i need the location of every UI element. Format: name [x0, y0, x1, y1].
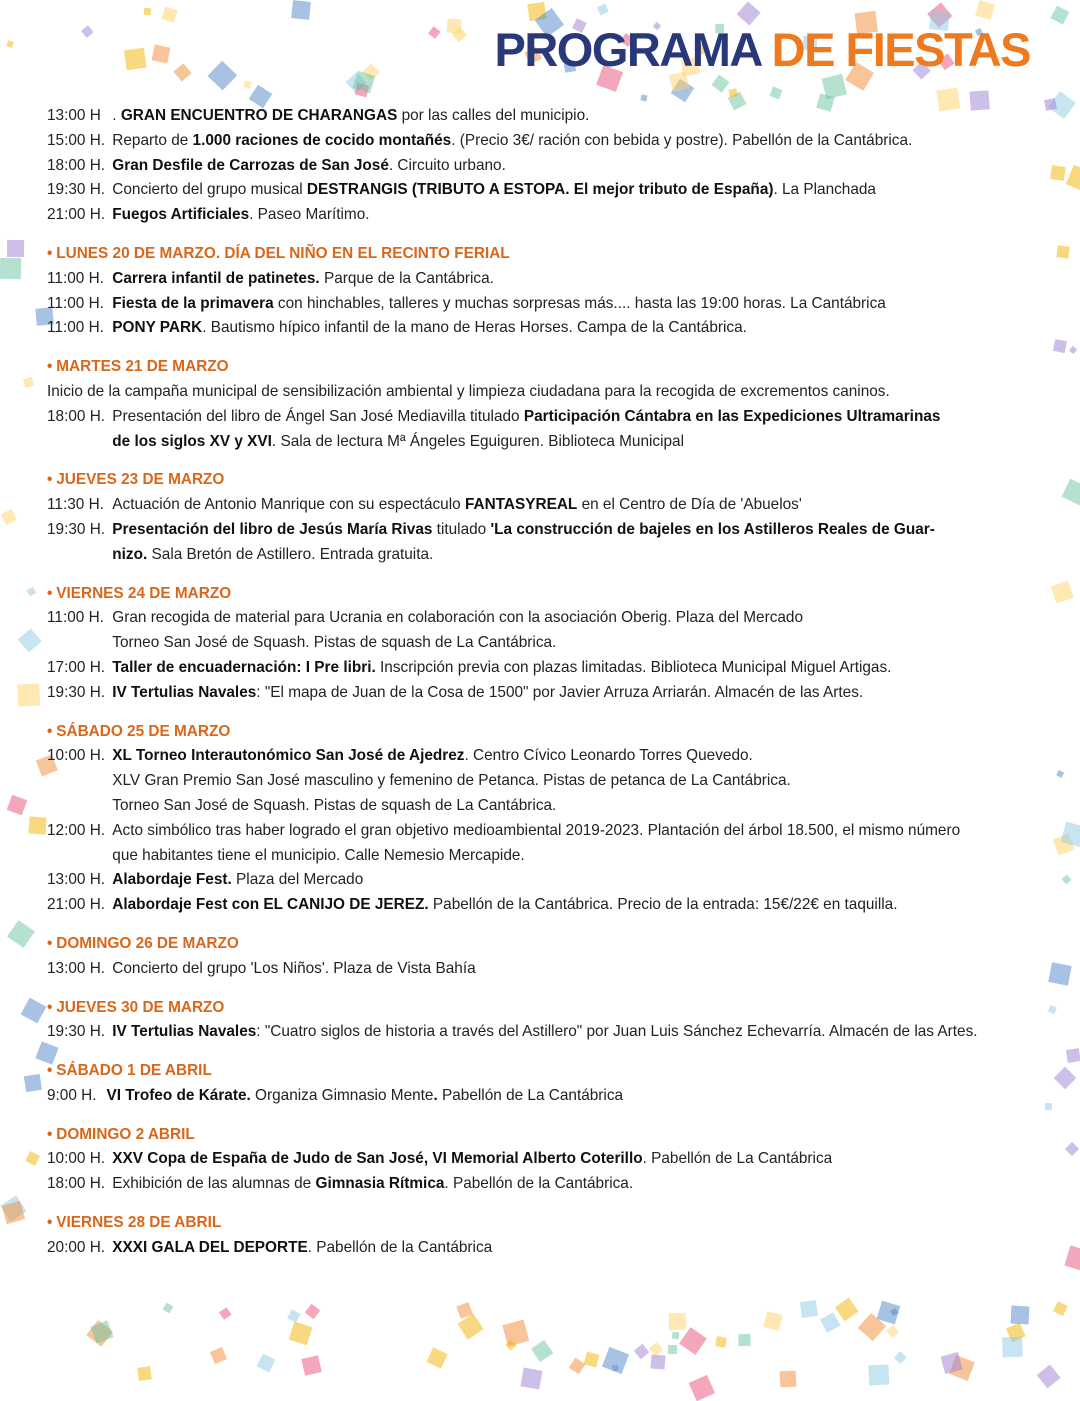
- event-description: [112, 104, 1007, 129]
- confetti-piece: [1051, 5, 1070, 24]
- event-text: . Bautismo hípico infantil de la mano de Heras Horses. Campa de la Cantábrica.: [202, 319, 747, 337]
- event-row: [47, 957, 1007, 982]
- event-continuation: [47, 769, 1007, 794]
- day-heading: [47, 1059, 1007, 1084]
- bullet-icon: •: [47, 998, 53, 1016]
- confetti-piece: [210, 1347, 227, 1364]
- confetti-piece: [291, 0, 311, 20]
- event-highlight: 1.000 raciones de cocido montañés: [192, 131, 452, 149]
- confetti-piece: [780, 1371, 797, 1388]
- event-row: [47, 1172, 1007, 1197]
- confetti-piece: [1010, 1305, 1029, 1324]
- event-text: Pabellón de la Cantábrica. Precio de la entrada: 15€/22€ en taquilla.: [428, 896, 898, 914]
- event-row: [47, 1020, 1007, 1045]
- day-label: JUEVES 23 DE MARZO: [56, 471, 225, 489]
- confetti-piece: [763, 1311, 782, 1330]
- confetti-piece: [287, 1310, 300, 1323]
- event-text: con hinchables, talleres y muchas sorpresas más.... hasta las 19:00 horas. La Cantábrica: [273, 294, 886, 312]
- event-time: 19:30 H.: [47, 181, 106, 199]
- confetti-piece: [669, 1312, 686, 1329]
- bullet-icon: •: [47, 1125, 53, 1143]
- confetti-piece: [1048, 1005, 1057, 1014]
- confetti-piece: [29, 816, 47, 834]
- day-label: DOMINGO 2 ABRIL: [56, 1125, 195, 1143]
- confetti-piece: [220, 1308, 232, 1320]
- event-highlight: Alabordaje Fest con EL CANIJO DE JEREZ.: [112, 896, 429, 914]
- event-row: [47, 203, 1007, 228]
- day-label: LUNES 20 DE MARZO. DÍA DEL NIÑO EN EL RECINTO FERIAL: [56, 244, 510, 262]
- event-description: [112, 868, 1007, 893]
- event-highlight: XXXI GALA DEL DEPORTE: [112, 1238, 308, 1256]
- bullet-icon: •: [47, 471, 53, 489]
- confetti-piece: [1048, 962, 1071, 985]
- event-text: . Pabellón de La Cantábrica: [642, 1150, 833, 1168]
- confetti-piece: [520, 1368, 541, 1389]
- event-time: 19:30 H.: [47, 1023, 106, 1041]
- confetti-piece: [1053, 1066, 1076, 1089]
- confetti-piece: [1050, 580, 1073, 603]
- event-text: Plaza del Mercado: [231, 871, 364, 889]
- event-highlight: IV Tertulias Navales: [112, 1023, 257, 1041]
- event-row: [47, 292, 1007, 317]
- confetti-piece: [1062, 875, 1072, 885]
- event-time: 20:00 H.: [47, 1238, 106, 1256]
- confetti-piece: [7, 920, 35, 948]
- confetti-piece: [446, 19, 461, 34]
- day-heading: [47, 932, 1007, 957]
- event-text: Torneo San José de Squash. Pistas de squash de La Cantábrica.: [112, 634, 557, 652]
- event-time: 15:00 H.: [47, 131, 106, 149]
- confetti-piece: [163, 1303, 174, 1314]
- confetti-piece: [20, 998, 46, 1024]
- event-row: [47, 656, 1007, 681]
- bullet-icon: •: [47, 722, 53, 740]
- event-row: [47, 1147, 1007, 1172]
- confetti-piece: [1057, 246, 1071, 260]
- confetti-piece: [305, 1304, 321, 1320]
- event-text: . La Planchada: [773, 181, 876, 199]
- event-text: . Circuito urbano.: [388, 156, 506, 174]
- confetti-piece: [568, 1358, 585, 1375]
- event-row: [47, 316, 1007, 341]
- event-description: [112, 203, 1007, 228]
- confetti-piece: [1053, 339, 1067, 353]
- event-text: Presentación del libro de Ángel San José Mediavilla titulado: [112, 407, 524, 425]
- event-highlight: Fuegos Artificiales: [112, 206, 250, 224]
- event-text: en el Centro de Día de 'Abuelos': [577, 496, 802, 514]
- event-description: [112, 893, 1007, 918]
- confetti-piece: [1066, 1048, 1080, 1063]
- event-description: [112, 606, 1007, 631]
- event-row: [47, 868, 1007, 893]
- event-row: [47, 1084, 1007, 1109]
- confetti-piece: [25, 1151, 40, 1166]
- day-heading: [47, 1211, 1007, 1236]
- event-description: [112, 957, 1007, 982]
- event-time: 18:00 H.: [47, 156, 106, 174]
- event-time: 10:00 H.: [47, 747, 106, 765]
- bullet-icon: •: [47, 1214, 53, 1232]
- event-text: . Centro Cívico Leonardo Torres Quevedo.: [464, 747, 753, 765]
- confetti-piece: [207, 60, 236, 89]
- confetti-piece: [715, 1336, 727, 1348]
- event-text: : "El mapa de Juan de la Cosa de 1500" por Javier Arruza Arriarán. Almacén de las Artes.: [256, 683, 864, 701]
- confetti-piece: [641, 94, 648, 101]
- event-row: [47, 405, 1007, 430]
- event-text: . (Precio 3€/ ración con bebida y postre). Pabellón de la Cantábrica.: [451, 131, 913, 149]
- event-row: [47, 893, 1007, 918]
- day-heading: [47, 582, 1007, 607]
- confetti-piece: [894, 1351, 906, 1363]
- event-description: [112, 493, 1007, 518]
- day-label: DOMINGO 26 DE MARZO: [56, 934, 239, 952]
- event-row: [47, 104, 1007, 129]
- event-text: Sala Bretón de Astillero. Entrada gratuita.: [147, 545, 434, 563]
- event-row: [47, 267, 1007, 292]
- day-label: SÁBADO 25 DE MARZO: [56, 722, 231, 740]
- bullet-icon: •: [47, 244, 53, 262]
- event-continuation: [47, 543, 1007, 568]
- event-row: [47, 819, 1007, 844]
- day-heading: [47, 996, 1007, 1021]
- event-time: 13:00 H.: [47, 871, 106, 889]
- event-description: [112, 405, 1007, 430]
- event-highlight: XL Torneo Interautonómico San José de Ajedrez: [112, 747, 465, 765]
- event-text: Torneo San José de Squash. Pistas de squash de La Cantábrica.: [112, 796, 557, 814]
- day-label: SÁBADO 1 DE ABRIL: [56, 1062, 212, 1080]
- confetti-piece: [428, 27, 440, 39]
- confetti-piece: [0, 258, 21, 279]
- confetti-piece: [124, 48, 147, 71]
- event-text: por las calles del municipio.: [397, 107, 590, 124]
- event-time: 17:00 H.: [47, 658, 106, 676]
- event-time: 18:00 H.: [47, 407, 106, 425]
- event-text: .: [112, 107, 117, 124]
- event-highlight: Gimnasia Rítmica: [315, 1175, 445, 1193]
- event-highlight: Participación Cántabra en las Expediciones Ultramarinas: [523, 407, 941, 425]
- event-continuation: [47, 631, 1007, 656]
- event-highlight: .: [433, 1086, 438, 1104]
- event-row: [47, 129, 1007, 154]
- event-description: [112, 656, 1007, 681]
- confetti-piece: [583, 1351, 599, 1367]
- event-time: 19:30 H.: [47, 520, 106, 538]
- confetti-piece: [1050, 165, 1065, 180]
- confetti-piece: [257, 1354, 276, 1373]
- confetti-piece: [426, 1348, 448, 1370]
- event-description: [112, 154, 1007, 179]
- event-time: 9:00 H.: [47, 1086, 97, 1104]
- event-time: 11:00 H.: [47, 294, 104, 312]
- confetti-piece: [1036, 1364, 1060, 1388]
- day-label: VIERNES 24 DE MARZO: [56, 584, 232, 602]
- confetti-piece: [835, 1297, 859, 1321]
- confetti-piece: [22, 377, 33, 388]
- confetti-piece: [151, 44, 170, 63]
- event-time: 18:00 H.: [47, 1175, 106, 1193]
- event-time: 12:00 H.: [47, 821, 106, 839]
- title-de-fiestas: DE FIESTAS: [771, 23, 1030, 76]
- event-highlight: Gran Desfile de Carrozas de San José: [112, 156, 389, 174]
- event-row: [47, 154, 1007, 179]
- confetti-piece: [886, 1325, 899, 1338]
- day-label: MARTES 21 DE MARZO: [56, 358, 229, 376]
- event-continuation: [47, 430, 1007, 455]
- event-row: [47, 1236, 1007, 1261]
- event-highlight: Carrera infantil de patinetes.: [112, 269, 320, 287]
- confetti-piece: [1002, 1337, 1023, 1358]
- event-text: XLV Gran Premio San José masculino y femenino de Petanca. Pistas de petanca de La Cantábrica.: [112, 772, 791, 790]
- event-highlight: DESTRANGIS (TRIBUTO A ESTOPA. El mejor tributo de España): [306, 181, 774, 199]
- event-text: Exhibición de las alumnas de: [112, 1175, 316, 1193]
- event-text: Actuación de Antonio Manrique con su espectáculo: [112, 496, 465, 514]
- confetti-piece: [820, 1312, 840, 1332]
- event-description: [112, 129, 1007, 154]
- confetti-piece: [7, 795, 27, 815]
- event-time: 11:00 H.: [47, 269, 104, 287]
- day-label: VIERNES 28 DE ABRIL: [56, 1214, 222, 1232]
- confetti-piece: [672, 1332, 680, 1340]
- confetti-piece: [144, 8, 151, 15]
- event-text: Acto simbólico tras haber logrado el gran objetivo medioambiental 2019-2023. Plantación del árbol 18.500, el mismo número: [112, 821, 961, 839]
- event-time: 13:00 H.: [47, 959, 106, 977]
- event-text: Parque de la Cantábrica.: [319, 269, 494, 287]
- event-time: 11:00 H.: [47, 609, 104, 627]
- confetti-piece: [24, 1074, 42, 1092]
- event-description: [112, 819, 1007, 844]
- bullet-icon: •: [47, 358, 53, 376]
- event-time: 11:00 H.: [47, 319, 104, 337]
- page-title: [494, 22, 1030, 78]
- event-description: [112, 178, 1007, 203]
- event-row: [47, 493, 1007, 518]
- confetti-piece: [800, 1300, 818, 1318]
- event-description: [112, 316, 1007, 341]
- event-description: [112, 518, 1007, 543]
- event-highlight: Taller de encuadernación: I Pre libri.: [112, 658, 376, 676]
- event-text: Gran recogida de material para Ucrania en colaboración con la asociación Oberig. Plaza del Mercado: [112, 609, 804, 627]
- event-time: 19:30 H.: [47, 683, 106, 701]
- event-description: [112, 1147, 1007, 1172]
- confetti-piece: [770, 87, 783, 100]
- confetti-piece: [6, 40, 14, 48]
- event-highlight: Presentación del libro de Jesús María Rivas: [112, 520, 433, 538]
- event-highlight: FANTASYREAL: [464, 496, 578, 514]
- day-heading: [47, 355, 1007, 380]
- event-continuation: [47, 794, 1007, 819]
- event-description: [112, 681, 1007, 706]
- confetti-piece: [1045, 1103, 1052, 1110]
- confetti-piece: [650, 1355, 665, 1370]
- confetti-piece: [689, 1375, 715, 1401]
- day-heading: [47, 720, 1007, 745]
- event-highlight: IV Tertulias Navales: [112, 683, 257, 701]
- event-text: titulado: [432, 520, 491, 538]
- confetti-piece: [1053, 1301, 1067, 1315]
- event-text: Organiza Gimnasio Mente: [250, 1086, 434, 1104]
- title-programa: PROGRAMA: [494, 23, 761, 76]
- event-row: [47, 681, 1007, 706]
- confetti-piece: [1062, 478, 1080, 504]
- day-heading: [47, 242, 1007, 267]
- event-highlight: 'La construcción de bajeles en los Astilleros Reales de Guar-: [490, 520, 935, 538]
- confetti-piece: [243, 80, 251, 88]
- event-time: 10:00 H.: [47, 1150, 106, 1168]
- confetti-piece: [679, 1327, 707, 1355]
- confetti-piece: [1056, 770, 1065, 779]
- confetti-piece: [1066, 164, 1080, 192]
- confetti-piece: [1069, 345, 1078, 354]
- event-time: 21:00 H.: [47, 896, 106, 914]
- event-row: [47, 178, 1007, 203]
- event-text: . Paseo Marítimo.: [249, 206, 370, 224]
- event-text: Concierto del grupo musical: [112, 181, 307, 199]
- confetti-piece: [668, 1345, 678, 1355]
- event-text: que habitantes tiene el municipio. Calle Nemesio Mercapide.: [112, 846, 525, 864]
- event-text: . Sala de lectura Mª Ángeles Eguiguren. Biblioteca Municipal: [271, 432, 685, 450]
- event-description: [112, 744, 1007, 769]
- confetti-piece: [1064, 1245, 1080, 1271]
- day-heading: [47, 1123, 1007, 1148]
- event-description: [112, 1020, 1007, 1045]
- event-time: 11:30 H.: [47, 496, 104, 514]
- event-row: [47, 518, 1007, 543]
- confetti-piece: [17, 684, 40, 707]
- confetti-piece: [597, 4, 610, 17]
- confetti-piece: [739, 1333, 751, 1345]
- bullet-icon: •: [47, 934, 53, 952]
- event-text: . Pabellón de la Cantábrica: [307, 1238, 493, 1256]
- confetti-piece: [301, 1355, 321, 1375]
- event-description: [107, 1084, 1007, 1109]
- event-description: [112, 292, 1007, 317]
- event-highlight: Alabordaje Fest.: [112, 871, 232, 889]
- bullet-icon: •: [47, 1062, 53, 1080]
- event-time: 21:00 H.: [47, 206, 106, 224]
- confetti-piece: [868, 1365, 889, 1386]
- event-text: : "Cuatro siglos de historia a través del Astillero" por Juan Luis Sánchez Echevarría. Almacén de las Artes.: [256, 1023, 978, 1041]
- confetti-piece: [531, 1340, 553, 1362]
- event-highlight: XXV Copa de España de Judo de San José, VI Memorial Alberto Coterillo: [112, 1150, 643, 1168]
- confetti-piece: [976, 0, 996, 20]
- confetti-piece: [1065, 1142, 1079, 1156]
- event-description: [112, 1236, 1007, 1261]
- confetti-piece: [81, 25, 93, 37]
- event-highlight: nizo.: [112, 545, 148, 563]
- event-text: Inicio de la campaña municipal de sensibilización ambiental y limpieza ciudadana para la recogida de excrementos caninos.: [47, 382, 890, 400]
- confetti-piece: [7, 240, 24, 257]
- day-heading: [47, 468, 1007, 493]
- confetti-piece: [602, 1347, 629, 1374]
- confetti-piece: [634, 1344, 650, 1360]
- confetti-piece: [288, 1322, 312, 1346]
- event-continuation: [47, 844, 1007, 869]
- confetti-piece: [18, 628, 42, 652]
- event-note: [47, 380, 1007, 405]
- event-row: [47, 744, 1007, 769]
- confetti-piece: [1, 509, 17, 525]
- confetti-piece: [26, 587, 35, 596]
- bullet-icon: •: [47, 584, 53, 602]
- event-highlight: de los siglos XV y XVI: [112, 432, 272, 450]
- event-text: Pabellón de La Cantábrica: [437, 1086, 624, 1104]
- confetti-piece: [137, 1366, 152, 1381]
- event-text: Concierto del grupo 'Los Niños'. Plaza de Vista Bahía: [112, 959, 476, 977]
- event-description: [112, 267, 1007, 292]
- confetti-piece: [161, 6, 177, 22]
- event-time: 13:00 H: [47, 107, 101, 124]
- event-row: [47, 606, 1007, 631]
- day-label: JUEVES 30 DE MARZO: [56, 998, 225, 1016]
- event-text: Inscripción previa con plazas limitadas. Biblioteca Municipal Miguel Artigas.: [375, 658, 892, 676]
- event-text: . Pabellón de la Cantábrica.: [444, 1175, 634, 1193]
- confetti-piece: [173, 64, 192, 83]
- program-schedule: [47, 104, 1007, 1261]
- event-highlight: GRAN ENCUENTRO DE CHARANGAS: [116, 107, 398, 124]
- event-highlight: PONY PARK: [112, 319, 203, 337]
- event-text: Reparto de: [112, 131, 193, 149]
- event-description: [112, 1172, 1007, 1197]
- event-highlight: VI Trofeo de Kárate.: [106, 1086, 251, 1104]
- event-highlight: Fiesta de la primavera: [112, 294, 274, 312]
